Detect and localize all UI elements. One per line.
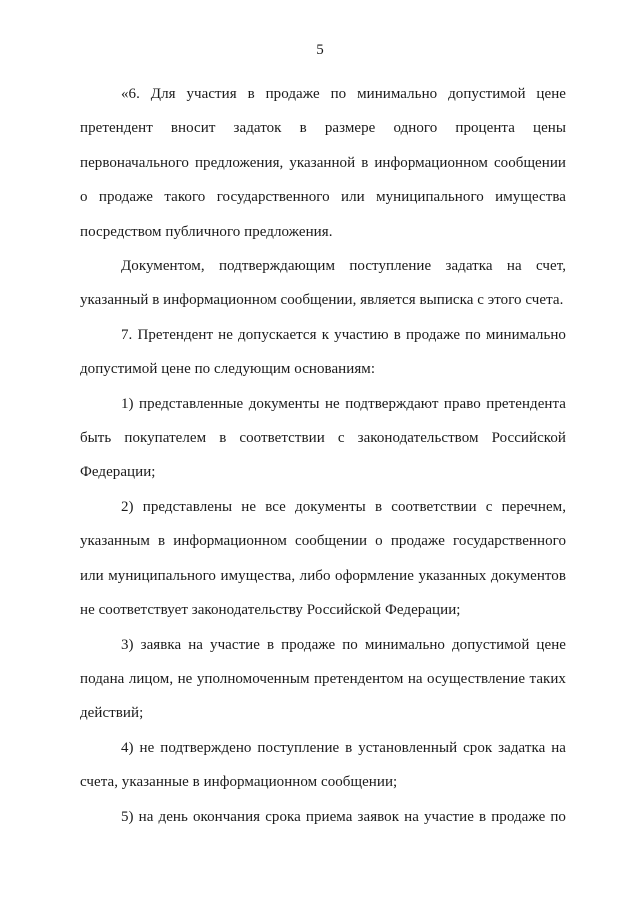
paragraph-item-7: 7. Претендент не допускается к участию в продаже по минимально допустимой цене по следующим основаниям: [80, 326, 566, 378]
paragraph-item-6: «6. Для участия в продаже по минимально допустимой цене претендент вносит задаток в размере одного процента цены первоначального предложения, указанной в информационном сообщении о продаже такого государственного или муниципального имущества посредством публичного предложения. [80, 86, 566, 240]
paragraph-ground-3: 3) заявка на участие в продаже по минимально допустимой цене подана лицом, не уполномоченным претендентом на осуществление таких действий; [80, 636, 566, 722]
page-number: 5 [316, 42, 324, 58]
paragraph-ground-5: 5) на день окончания срока приема заявок на участие в продаже по [121, 808, 566, 825]
paragraph-ground-2: 2) представлены не все документы в соответствии с перечнем, указанным в информационном сообщении о продаже государственного или муниципального имущества, либо оформление указанных документов не соответствует законодательству Российской Федерации; [80, 498, 566, 619]
document-body [80, 77, 566, 834]
paragraph-deposit-proof: Документом, подтверждающим поступление задатка на счет, указанный в информационном сообщении, является выписка с этого счета. [80, 258, 566, 309]
paragraph-ground-1: 1) представленные документы не подтверждают право претендента быть покупателем в соответствии с законодательством Российской Федерации; [80, 395, 566, 481]
paragraph-ground-4: 4) не подтверждено поступление в установленный срок задатка на счета, указанные в информационном сообщении; [80, 739, 566, 791]
